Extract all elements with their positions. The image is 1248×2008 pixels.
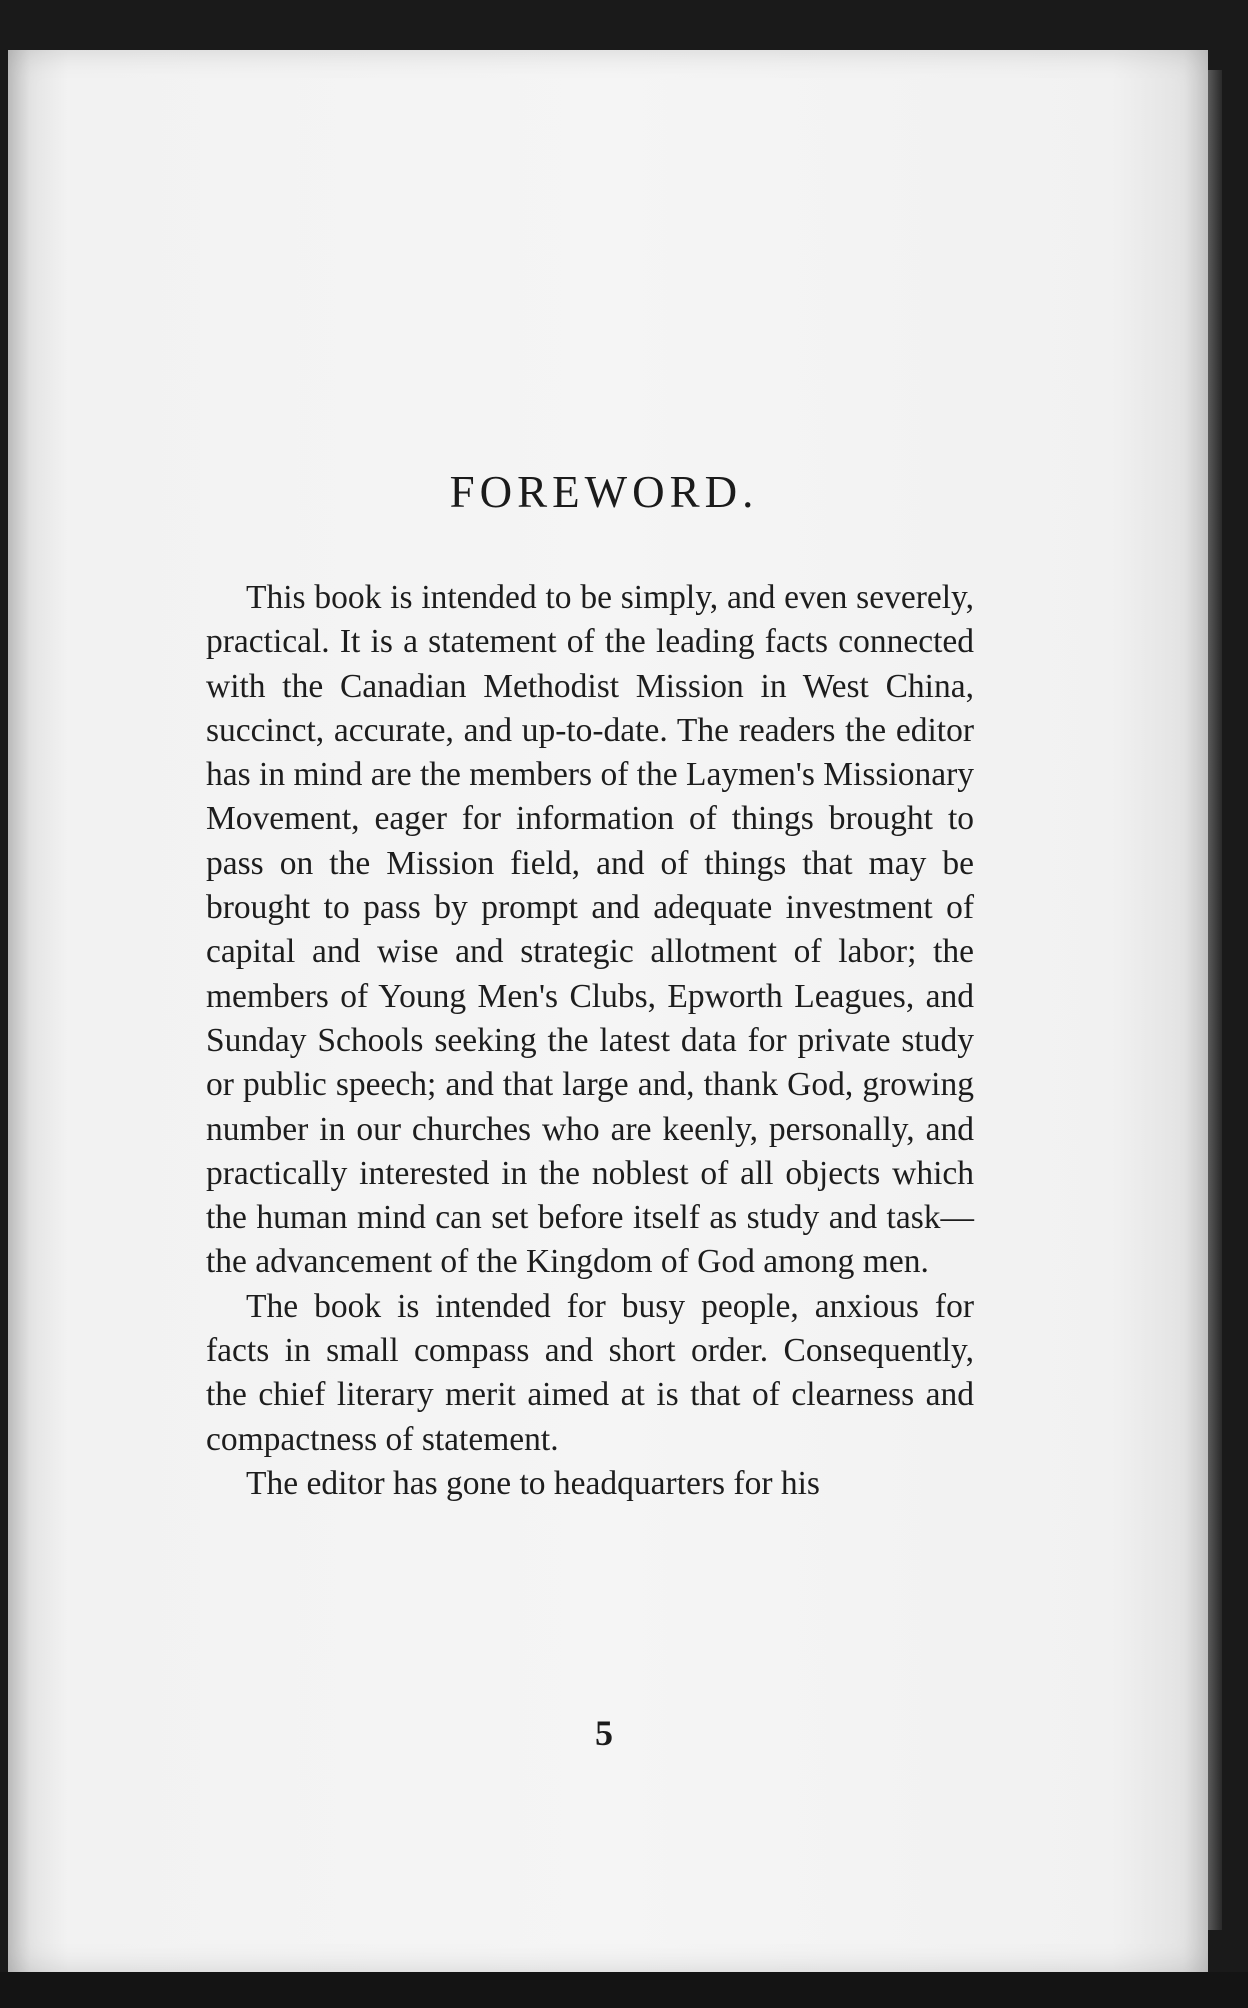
paragraph: The editor has gone to headquarters for his bbox=[246, 1464, 820, 1502]
page-heading: FOREWORD. bbox=[449, 467, 759, 517]
paragraph: The book is intended for busy people, anxious for facts in small compass and short order. Consequently, the chief literary merit aimed at is that of clearness and compactness of statement. bbox=[206, 1287, 974, 1458]
paragraph: This book is intended to be simply, and even severely, practical. It is a statement of the leading facts connected with the Canadian Methodist Mission in West China, succinct, accurate, and up-to-date. The readers the editor has in mind are the members of the Laymen's Missionary Movement, eager for information of things brought to pass on the Mission field, and of things that may be brought to pass by prompt and adequate investment of capital and wise and strategic allotment of labor; the members of Young Men's Clubs, Epworth Leagues, and Sunday Schools seeking the latest data for private study or public speech; and that large and, thank God, growing number in our churches who are keenly, personally, and practically interested in the noblest of all objects which the human mind can set before itself as study and task—the advancement of the Kingdom of God among men. bbox=[206, 579, 974, 1281]
scan-background bbox=[0, 1972, 1248, 2008]
body-text bbox=[206, 576, 974, 1506]
page-edge bbox=[1208, 70, 1222, 1930]
page-number: 5 bbox=[595, 1713, 613, 1753]
